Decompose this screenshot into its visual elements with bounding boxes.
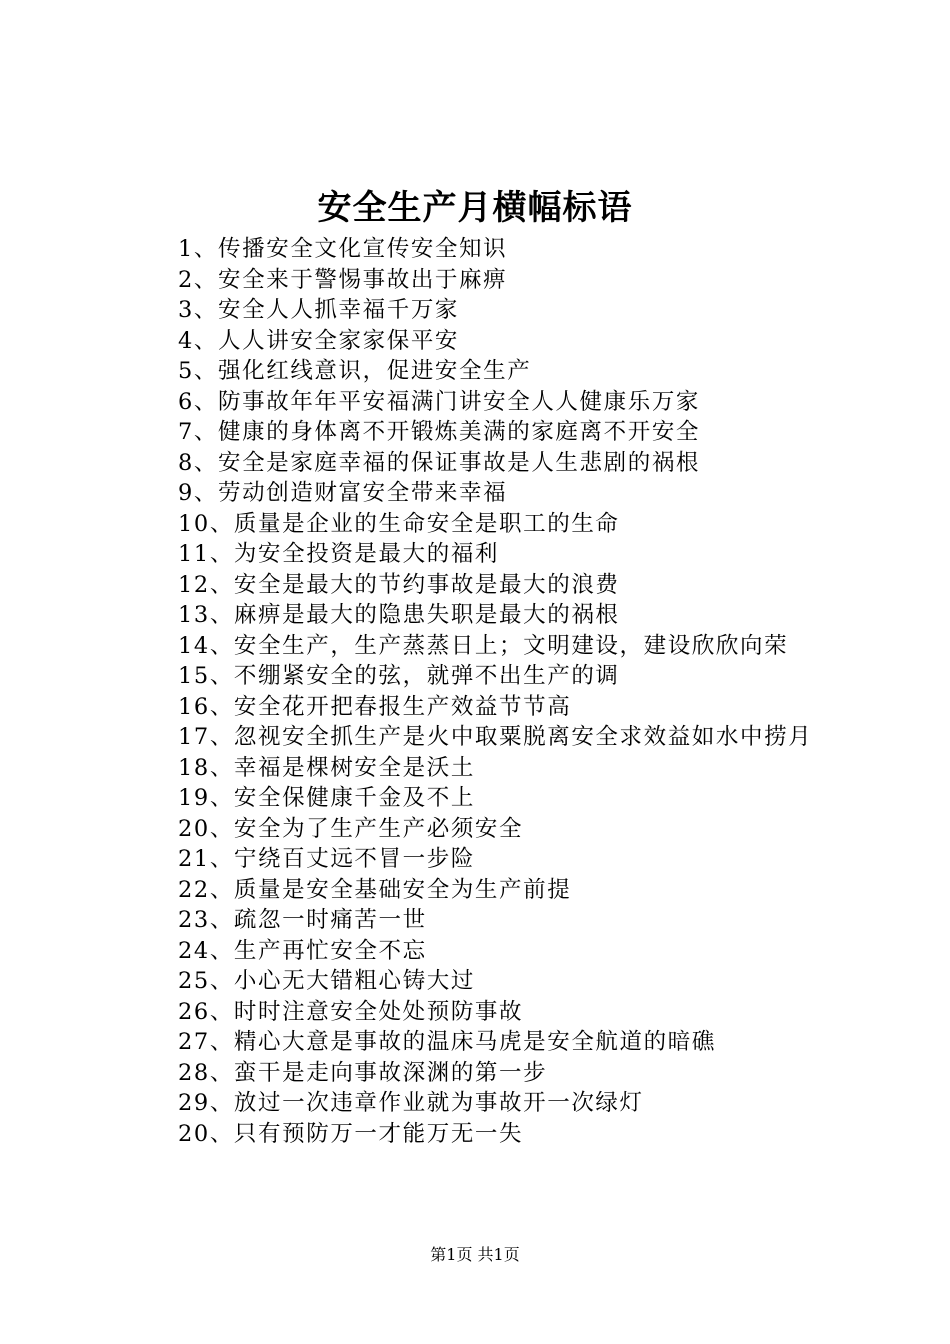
slogan-item-17: 17、忽视安全抓生产是火中取粟脱离安全求效益如水中捞月	[178, 724, 813, 750]
slogan-item-3: 3、安全人人抓幸福千万家	[178, 297, 460, 323]
slogan-item-24: 24、生产再忙安全不忘	[178, 937, 427, 964]
slogan-item-8: 8、安全是家庭幸福的保证事故是人生悲剧的祸根	[178, 449, 701, 476]
slogan-item-27: 27、精心大意是事故的温床马虎是安全航道的暗礁	[178, 1029, 716, 1055]
slogan-item-30: 20、只有预防万一才能万无一失	[178, 1120, 524, 1147]
slogan-item-20: 20、安全为了生产生产必须安全	[178, 815, 524, 842]
slogan-item-14: 14、安全生产，生产蒸蒸日上；文明建设，建设欣欣向荣	[178, 632, 789, 659]
slogan-item-6: 6、防事故年年平安福满门讲安全人人健康乐万家	[178, 388, 701, 415]
slogan-item-16: 16、安全花开把春报生产效益节节高	[178, 693, 572, 720]
slogan-item-13: 13、麻痹是最大的隐患失职是最大的祸根	[178, 602, 620, 628]
slogan-item-28: 28、蛮干是走向事故深渊的第一步	[178, 1059, 548, 1086]
slogan-item-12: 12、安全是最大的节约事故是最大的浪费	[178, 571, 620, 598]
slogan-item-11: 11、为安全投资是最大的福利	[178, 541, 500, 567]
slogan-item-26: 26、时时注意安全处处预防事故	[178, 998, 524, 1025]
slogan-item-22: 22、质量是安全基础安全为生产前提	[178, 876, 572, 903]
page-footer: 第1页 共1页	[430, 1245, 520, 1264]
slogan-list	[130, 234, 830, 1149]
slogan-item-5: 5、强化红线意识，促进安全生产	[178, 358, 532, 384]
slogan-item-15: 15、不绷紧安全的弦，就弹不出生产的调	[178, 663, 620, 689]
slogan-item-25: 25、小心无大错粗心铸大过	[178, 968, 475, 994]
slogan-item-7: 7、健康的身体离不开锻炼美满的家庭离不开安全	[178, 419, 701, 445]
slogan-item-10: 10、质量是企业的生命安全是职工的生命	[178, 510, 620, 537]
slogan-item-21: 21、宁绕百丈远不冒一步险	[178, 846, 475, 872]
slogan-item-23: 23、疏忽一时痛苦一世	[178, 907, 427, 933]
slogan-item-29: 29、放过一次违章作业就为事故开一次绿灯	[178, 1090, 644, 1116]
slogan-item-4: 4、人人讲安全家家保平安	[178, 327, 460, 354]
slogan-item-2: 2、安全来于警惕事故出于麻痹	[178, 266, 508, 293]
slogan-item-9: 9、劳动创造财富安全带来幸福	[178, 480, 508, 506]
document-title: 安全生产月横幅标语	[317, 188, 633, 228]
slogan-item-1: 1、传播安全文化宣传安全知识	[178, 236, 508, 262]
slogan-item-18: 18、幸福是棵树安全是沃土	[178, 754, 475, 781]
slogan-item-19: 19、安全保健康千金及不上	[178, 785, 475, 811]
